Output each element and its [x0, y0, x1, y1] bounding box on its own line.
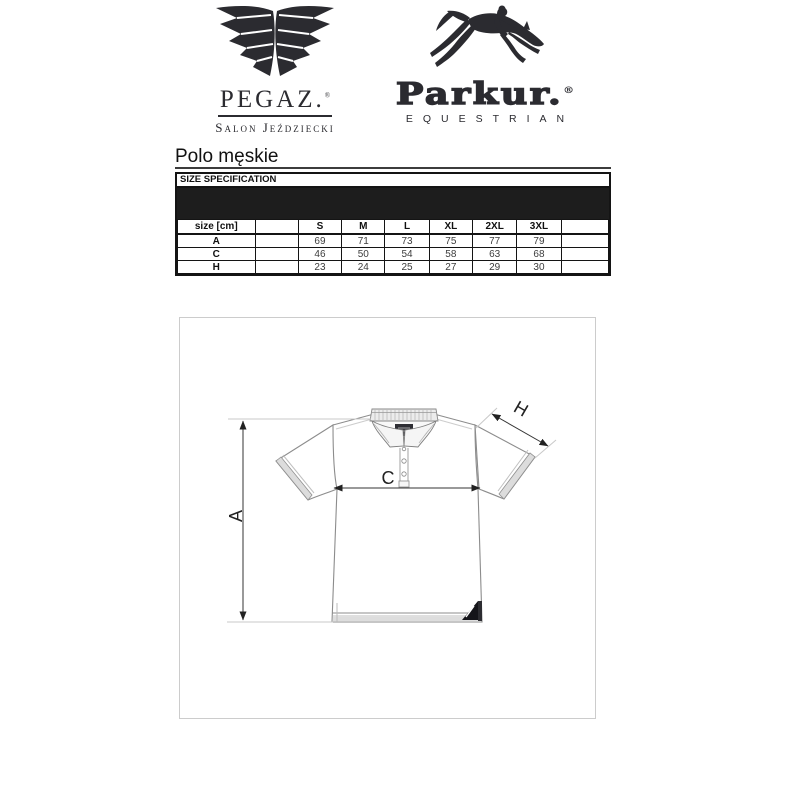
value-cell: 25	[385, 261, 429, 274]
button-icon	[402, 472, 406, 476]
pegaz-divider	[218, 115, 332, 117]
empty-cell	[561, 234, 608, 248]
size-col-header: 3XL	[517, 220, 561, 235]
row-label: C	[178, 248, 256, 261]
value-cell: 73	[385, 234, 429, 248]
value-cell: 29	[473, 261, 517, 274]
size-col-header: M	[342, 220, 385, 235]
dim-label-c: C	[381, 468, 395, 488]
size-col-header: L	[385, 220, 429, 235]
empty-cell	[561, 220, 608, 235]
dim-label-a: A	[226, 509, 246, 523]
size-col-header: 2XL	[473, 220, 517, 235]
row-label: H	[178, 261, 256, 274]
value-cell: 63	[473, 248, 517, 261]
parkur-horse-icon	[423, 4, 547, 80]
unit-header-cell: size [cm]	[178, 220, 256, 235]
size-specification-panel	[175, 172, 611, 276]
dim-label-h: H	[510, 396, 532, 421]
empty-cell	[255, 261, 298, 274]
value-cell: 58	[429, 248, 472, 261]
value-cell: 79	[517, 234, 561, 248]
value-cell: 77	[473, 234, 517, 248]
polo-shirt-diagram	[180, 318, 595, 718]
pegaz-brand-name: PEGAZ.®	[219, 86, 331, 113]
parkur-subtitle: EQUESTRIAN	[405, 113, 575, 125]
value-cell: 68	[517, 248, 561, 261]
value-cell: 50	[342, 248, 385, 261]
size-col-header: S	[298, 220, 341, 235]
value-cell: 75	[429, 234, 472, 248]
collar-band	[370, 409, 438, 421]
registered-mark: ®	[324, 91, 331, 100]
pegaz-wings-icon	[213, 3, 337, 79]
empty-cell	[561, 248, 608, 261]
page-title: Polo męskie	[175, 146, 279, 167]
parkur-logo	[393, 4, 577, 127]
size-table	[177, 219, 609, 274]
empty-cell	[255, 234, 298, 248]
parkur-brand-name: Parkur.®	[395, 77, 575, 112]
value-cell: 23	[298, 261, 341, 274]
table-row-h	[178, 261, 609, 274]
size-spec-header: SIZE SPECIFICATION	[177, 174, 609, 188]
table-row-a	[178, 234, 609, 248]
value-cell: 27	[429, 261, 472, 274]
value-cell: 69	[298, 234, 341, 248]
pegaz-logo	[213, 3, 337, 136]
size-header-row	[178, 220, 609, 235]
diagram-panel	[179, 317, 596, 719]
button-icon	[402, 459, 406, 463]
pegaz-subtitle: Salon Jeździecki	[215, 120, 335, 135]
value-cell: 24	[342, 261, 385, 274]
button-icon	[402, 447, 406, 451]
title-underline	[175, 167, 611, 169]
value-cell: 30	[517, 261, 561, 274]
empty-cell	[255, 248, 298, 261]
black-band	[177, 188, 609, 219]
empty-cell	[255, 220, 298, 235]
empty-cell	[561, 261, 608, 274]
value-cell: 46	[298, 248, 341, 261]
registered-mark: ®	[563, 86, 575, 96]
table-row-c	[178, 248, 609, 261]
value-cell: 71	[342, 234, 385, 248]
value-cell: 54	[385, 248, 429, 261]
size-col-header: XL	[429, 220, 472, 235]
row-label: A	[178, 234, 256, 248]
